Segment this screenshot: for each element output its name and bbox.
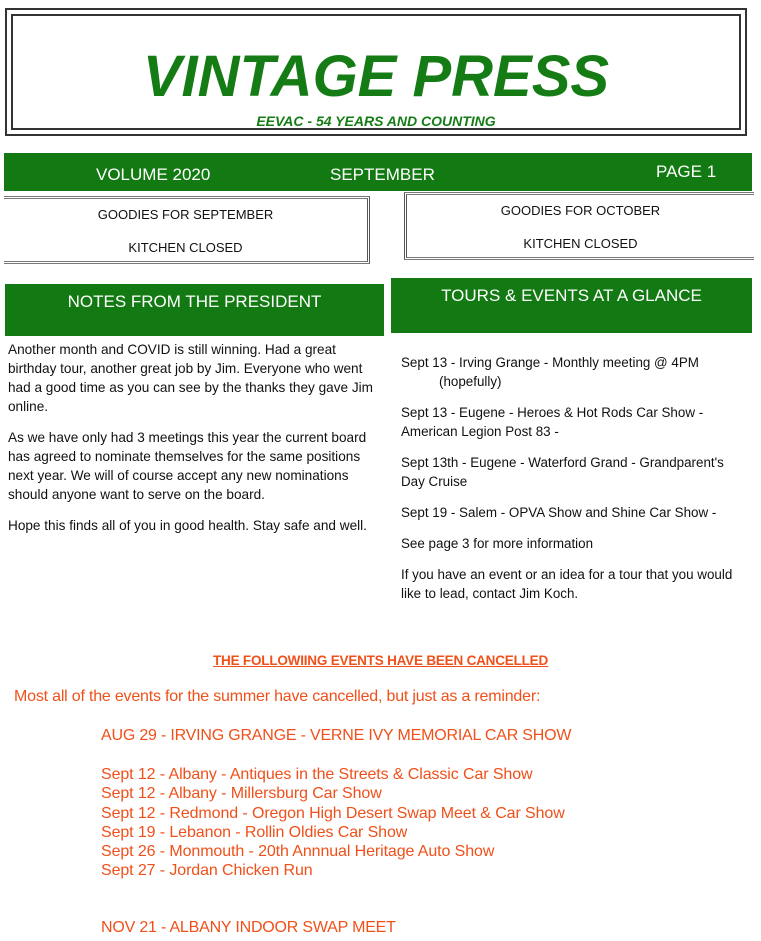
cancelled-heading: THE FOLLOWIING EVENTS HAVE BEEN CANCELLED [212, 653, 549, 668]
page-label: PAGE 1 [656, 162, 717, 181]
goodies-status: KITCHEN CLOSED [128, 240, 243, 255]
month-label: SEPTEMBER [330, 165, 435, 184]
issue-band [4, 153, 752, 191]
goodies-heading: GOODIES FOR OCTOBER [500, 203, 661, 218]
cancelled-event: Sept 12 - Albany - Millersburg Car Show [101, 785, 382, 803]
notes-paragraph: Hope this finds all of you in good health. Stay safe and well. [8, 518, 367, 533]
cancelled-event: Sept 19 - Lebanon - Rollin Oldies Car Show [101, 823, 408, 841]
volume-label: VOLUME 2020 [96, 165, 211, 184]
notes-paragraph: As we have only had 3 meetings this year the current board has agreed to nominate themselves for the same positions next year. We will of course accept any new nominations should anyone want to serve on the board. [8, 430, 367, 502]
goodies-box-october [404, 192, 754, 260]
event-item: Sept 13 - Eugene - Heroes & Hot Rods Car Show - American Legion Post 83 - [401, 405, 704, 439]
cancelled-event: Sept 12 - Redmond - Oregon High Desert Swap Meet & Car Show [101, 804, 565, 822]
event-item [401, 353, 751, 391]
event-note: (hopefully) [439, 374, 502, 389]
president-notes [8, 340, 380, 547]
cancelled-event-august: AUG 29 - IRVING GRANGE - VERNE IVY MEMORIAL CAR SHOW [101, 727, 572, 744]
cancelled-event: Sept 27 - Jordan Chicken Run [101, 862, 313, 880]
event-item: Sept 13th - Eugene - Waterford Grand - Grandparent's Day Cruise [401, 455, 724, 489]
masthead-inner-border [11, 14, 741, 130]
event-text: Sept 13 - Irving Grange - Monthly meeting @ 4PM [401, 355, 699, 370]
newsletter-title: VINTAGE PRESS [142, 44, 610, 109]
cancelled-event: Sept 26 - Monmouth - 20th Annnual Heritage Auto Show [101, 843, 495, 861]
goodies-heading: GOODIES FOR SEPTEMBER [97, 207, 274, 222]
cancelled-event-november: NOV 21 - ALBANY INDOOR SWAP MEET [101, 919, 396, 936]
masthead [5, 8, 747, 136]
cancelled-september-list [101, 765, 565, 881]
event-item: See page 3 for more information [401, 536, 594, 551]
notes-paragraph: Another month and COVID is still winning. Had a great birthday tour, another great job by Jim. Everyone who went had a good time as you can see by the thanks they gave Jim online. [8, 342, 373, 414]
newsletter-subtitle: EEVAC - 54 YEARS AND COUNTING [256, 113, 496, 129]
cancelled-intro: Most all of the events for the summer have cancelled, but just as a reminder: [14, 688, 541, 705]
event-contact: If you have an event or an idea for a tour that you would like to lead, contact Jim Koch. [401, 567, 733, 601]
president-notes-heading: NOTES FROM THE PRESIDENT [5, 284, 384, 336]
goodies-box-september [4, 196, 370, 264]
tours-events-heading: TOURS & EVENTS AT A GLANCE [391, 278, 752, 333]
tours-events-list [401, 353, 751, 615]
event-item: Sept 19 - Salem - OPVA Show and Shine Car Show - [401, 505, 717, 520]
goodies-status: KITCHEN CLOSED [523, 236, 638, 251]
cancelled-event: Sept 12 - Albany - Antiques in the Streets & Classic Car Show [101, 766, 533, 783]
